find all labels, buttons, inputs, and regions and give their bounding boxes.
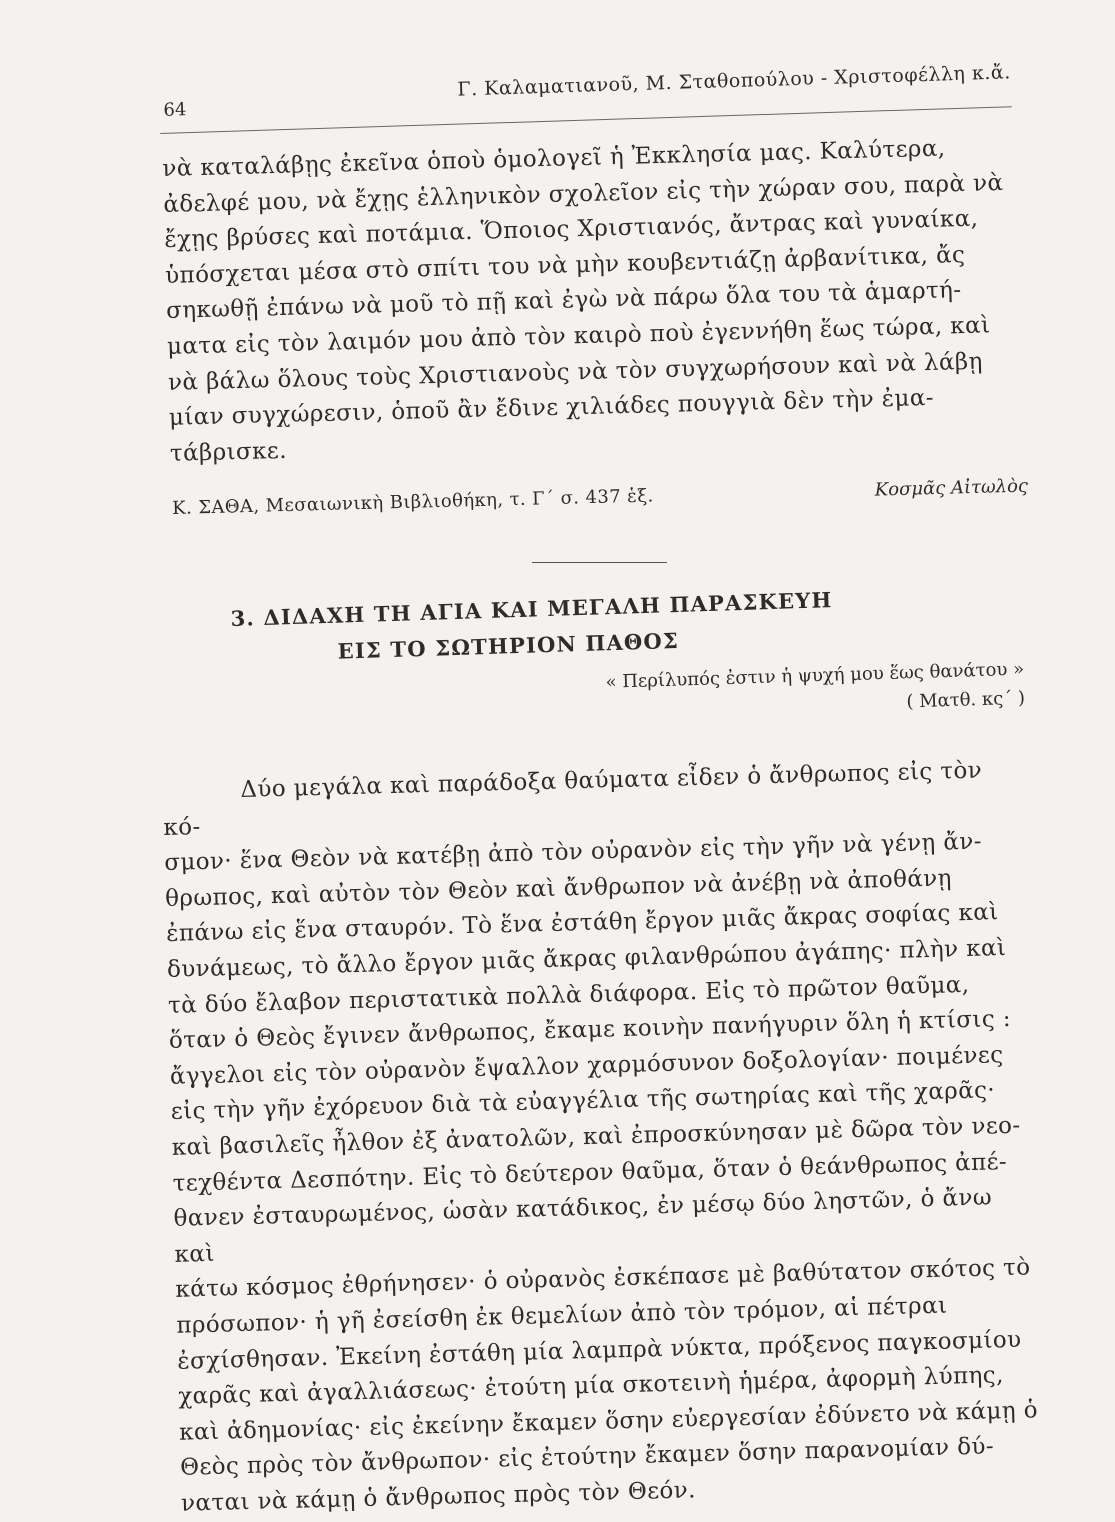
first-passage: νὰ καταλάβῃς ἐκεῖνα ὁποὺ ὁμολογεῖ ἡ Ἐκκλησία μας. Καλύτερα, ἀδελφέ μου, νὰ ἔχῃς ἑλληνικὸν σχολεῖον εἰς τὴν χώραν σου, παρὰ νὰ ἔχῃς βρύσες καὶ ποτάμια. Ὅποιος Χριστιανός, ἄντρας καὶ γυναίκα, ὑπόσχεται μέσα στὸ σπίτι του νὰ μὴν κουβεντιάζῃ ἀρβανίτικα, ἄς σηκωθῇ ἐπάνω νὰ μοῦ τὸ πῇ καὶ ἐγὼ νὰ πάρω ὅλα του τὰ ἁμαρτή- ματα εἰς τὸν λαιμόν μου ἀπὸ τὸν καιρὸ ποὺ ἐγεννήθη ἕως τώρα, καὶ νὰ βάλω ὅλους τοὺς Χριστιανοὺς νὰ τὸν συγχωρήσουν καὶ νὰ λάβῃ μίαν συγχώρεσιν, ὁποῦ ἂν ἔδινε χιλιάδες πουγγιὰ δὲν τὴν ἐμα- τάβρισκε. [162,135,1004,467]
first-passage-block [162,129,1030,472]
section-heading-line-1: 3. ΔΙΔΑΧΗ ΤΗ ΑΓΙΑ ΚΑΙ ΜΕΓΑΛΗ ΠΑΡΑΣΚΕΥΗ [230,587,833,631]
epigraph-reference: ( Ματθ. κς´ ) [906,687,1026,713]
running-header [159,61,1012,128]
citation [172,476,1029,538]
citation-source: Κ. ΣΑΘΑ, Μεσαιωνικὴ Βιβλιοθήκη, τ. Γ´ σ. 437 ἑξ. [172,485,654,519]
citation-author: Κοσμᾶς Αἰτωλὸς [874,475,1029,501]
main-passage-block [162,752,1041,1522]
section-heading-line-2: ΕΙΣ ΤΟ ΣΩΤΗΡΙΟΝ ΠΑΘΟΣ [337,627,680,664]
section-divider [532,562,667,563]
header-rule [160,106,1012,134]
main-passage: Δύο μεγάλα καὶ παράδοξα θαύματα εἶδεν ὁ ἄνθρωπος εἰς τὸν κό- σμον· ἕνα Θεὸν νὰ κατέβῃ ἀπὸ τὸν οὐρανὸν εἰς τὴν γῆν νὰ γένῃ ἄν- θρωπος, καὶ αὐτὸν τὸν Θεὸν καὶ ἄνθρωπον νὰ ἀνέβῃ νὰ ἀποθάνῃ ἐπάνω εἰς ἕνα σταυρόν. Τὸ ἕνα ἐστάθη ἔργον μιᾶς ἄκρας σοφίας καὶ δυνάμεως, τὸ ἄλλο ἔργον μιᾶς ἄκρας φιλανθρώπου ἀγάπης· πλὴν καὶ τὰ δύο ἔλαβον περιστατικὰ πολλὰ διάφορα. Εἰς τὸ πρῶτον θαῦμα, ὅταν ὁ Θεὸς ἔγινεν ἄνθρωπος, ἔκαμε κοινὴν πανήγυριν ὅλη ἡ κτίσις : ἄγγελοι εἰς τὸν οὐρανὸν ἔψαλλον χαρμόσυνον δοξολογίαν· ποιμένες εἰς τὴν γῆν ἐχόρευον διὰ τὰ εὐαγγέλια τῆς σωτηρίας καὶ τῆς χαρᾶς· καὶ βασιλεῖς ἦλθον ἐξ ἀνατολῶν, καὶ ἐπροσκύνησαν μὲ δῶρα τὸν νεο- τεχθέντα Δεσπότην. Εἰς τὸ δεύτερον θαῦμα, ὅταν ὁ θεάνθρωπος ἀπέ- θανεν ἐσταυρωμένος, ὡσὰν κατάδικος, ἐν μέσῳ δύο ληστῶν, ὁ ἄνω καὶ κάτω κόσμος ἐθρήνησεν· ὁ οὐρανὸς ἐσκέπασε μὲ βαθύτατον σκότος τὸ πρόσωπον· ἡ γῆ ἐσείσθη ἐκ θεμελίων ἀπὸ τὸν τρόμον, αἱ πέτραι ἐσχίσθησαν. Ἐκείνη ἐστάθη μία λαμπρὰ νύκτα, πρόξενος παγκοσμίου χαρᾶς καὶ ἀγαλλιάσεως· ἐτούτη μία σκοτεινὴ ἡμέρα, ἀφορμὴ λύπης, καὶ ἀδημονίας· εἰς ἐκείνην ἔκαμεν ὅσην εὐεργεσίαν ἐδύνετο νὰ κάμῃ ὁ Θεὸς πρὸς τὸν ἄνθρωπον· εἰς ἐτούτην ἔκαμεν ὅσην παρανομίαν δύ- ναται νὰ κάμῃ ὁ ἄνθρωπος πρὸς τὸν Θεόν. [163,757,1039,1517]
page-number: 64 [163,99,187,121]
running-title: Γ. Καλαματιανοῦ, Μ. Σταθοπούλου - Χριστοφέλλη κ.ἄ. [457,61,1012,101]
epigraph-quote: « Περίλυπός ἐστιν ἡ ψυχή μου ἕως θανάτου » [605,658,1025,693]
